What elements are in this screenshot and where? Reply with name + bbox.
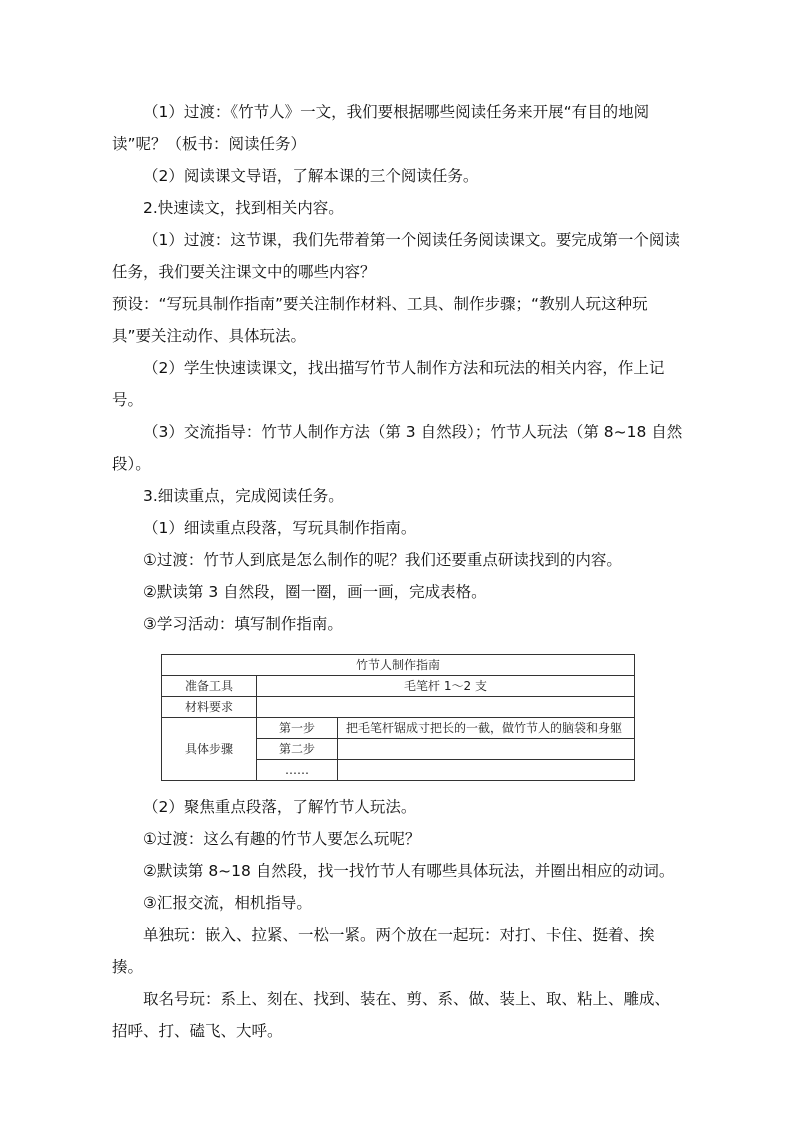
paragraph: 取名号玩：系上、刻在、找到、装在、剪、系、做、装上、取、粘上、雕成、招呼、打、磕飞、大呼。 [112,990,671,1040]
document-body [112,96,684,1047]
section-heading: 2.快速读文，找到相关内容。 [143,199,344,217]
table-row [162,718,635,739]
paragraph: ①过渡：竹节人到底是怎么制作的呢？我们还要重点研读找到的内容。 [143,551,622,569]
section-heading: 3.细读重点，完成阅读任务。 [143,487,344,505]
paragraph: 单独玩：嵌入、拉紧、一松一紧。两个放在一起玩：对打、卡住、挺着、挨揍。 [112,926,655,976]
tools-label: 准备工具 [162,676,257,697]
paragraph: （1）细读重点段落，写玩具制作指南。 [143,519,417,537]
paragraph: （1）过渡：《竹节人》一文，我们要根据哪些阅读任务来开展“有目的地阅读”呢？（板书：阅读任务） [112,103,650,153]
paragraph: ②默读第 8~18 自然段，找一找竹节人有哪些具体玩法，并圈出相应的动词。 [143,862,675,880]
guide-table-wrapper [161,654,635,781]
paragraph: （2）聚焦重点段落，了解竹节人玩法。 [143,798,417,816]
material-value [257,697,635,718]
paragraph: （2）学生快速读课文，找出描写竹节人制作方法和玩法的相关内容，作上记号。 [112,359,665,409]
paragraph: （1）过渡：这节课，我们先带着第一个阅读任务阅读课文。要完成第一个阅读任务，我们要关注课文中的哪些内容？ [112,231,680,281]
paragraph: 预设：“写玩具制作指南”要关注制作材料、工具、制作步骤；“教别人玩这种玩具”要关注动作、具体玩法。 [112,295,648,345]
table-row [162,697,635,718]
paragraph: ②默读第 3 自然段，圈一圈，画一画，完成表格。 [143,583,487,601]
guide-table [161,654,635,781]
step-desc [338,739,635,760]
table-title: 竹节人制作指南 [162,655,635,676]
table-row [162,676,635,697]
steps-label: 具体步骤 [162,718,257,781]
paragraph: ③汇报交流，相机指导。 [143,894,312,912]
step-desc [338,760,635,781]
step-name: 第一步 [257,718,338,739]
step-name: 第二步 [257,739,338,760]
step-name: …… [257,760,338,781]
material-label: 材料要求 [162,697,257,718]
step-desc: 把毛笔杆锯成寸把长的一截，做竹节人的脑袋和身躯 [338,718,635,739]
paragraph: （2）阅读课文导语，了解本课的三个阅读任务。 [143,167,479,185]
tools-value: 毛笔杆 1～2 支 [257,676,635,697]
paragraph: ①过渡：这么有趣的竹节人要怎么玩呢？ [143,830,421,848]
paragraph: （3）交流指导：竹节人制作方法（第 3 自然段）；竹节人玩法（第 8~18 自然段）。 [112,423,683,473]
table-row [162,655,635,676]
paragraph: ③学习活动：填写制作指南。 [143,615,343,633]
